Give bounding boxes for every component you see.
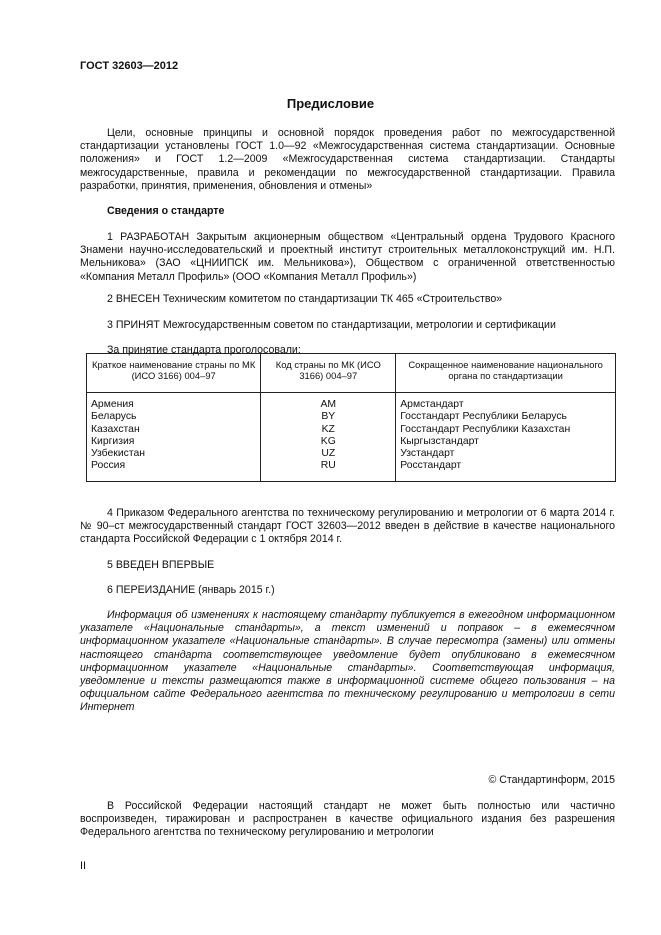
- page-number: II: [80, 860, 87, 872]
- item-5-first-introduced: 5 ВВЕДЕН ВПЕРВЫЕ: [107, 559, 215, 571]
- code-list: [261, 393, 395, 481]
- changes-info-paragraph: Информация об изменениях к настоящему стандарту публикуется в ежегодном информационном указателе «Национальные стандарты», а текст изменений и поправок – в ежемесячном информационном указателе «Национальные стандарты». В случае пересмотра (замены) или отмены настоящего стандарта соответствующее уведомление будет опубликовано в ежемесячном информационном указателе «Национальные стандарты». Соответствующая информация, уведомление и тексты размещаются также в информационной системе общего пользования – на официальном сайте Федерального агентства по техническому регулированию и метрологии в сети Интернет: [80, 609, 615, 714]
- table-header-row: [87, 354, 616, 393]
- body-list: [396, 393, 615, 481]
- country-name: Казахстан: [91, 423, 140, 435]
- standards-body: Госстандарт Республики Беларусь: [400, 411, 567, 423]
- country-code: KZ: [321, 423, 335, 435]
- country-code: AM: [320, 399, 337, 410]
- standards-body: Кыргызстандарт: [400, 435, 479, 447]
- country-name: Беларусь: [91, 411, 137, 423]
- vote-caption: За принятие стандарта проголосовали:: [107, 344, 301, 356]
- country-code: BY: [321, 411, 336, 423]
- reproduction-notice: В Российской Федерации настоящий стандарт не может быть полностью или частично воспроизведен, тиражирован и распространен в качестве официального издания без разрешения Федерального агентства по техническому регулированию и метрологии: [80, 800, 615, 839]
- item-2-introduced: 2 ВНЕСЕН Техническим комитетом по стандартизации ТК 465 «Строительство»: [107, 293, 503, 305]
- voting-table: [86, 353, 616, 482]
- standards-body: Росстандарт: [400, 460, 462, 472]
- table-header-country: Краткое наименование страны по МК (ИСО 3166) 004–97: [87, 354, 261, 393]
- country-code: UZ: [321, 448, 336, 460]
- item-1-developed: 1 РАЗРАБОТАН Закрытым акционерным обществом «Центральный ордена Трудового Красного Знамени научно-исследовательский и проектный институт строительных металлоконструкций им. Н.П. Мельникова» (ЗАО «ЦНИИПСК им. Мельникова»), Обществом с ограниченной ответственностью «Компания Металл Профиль» (ООО «Компания Металл Профиль»): [80, 231, 615, 283]
- item-6-reissue: 6 ПЕРЕИЗДАНИЕ (январь 2015 г.): [107, 584, 275, 596]
- table-header-body: Сокращенное наименование национального органа по стандартизации: [396, 354, 616, 393]
- page-title: Предисловие: [286, 96, 375, 111]
- item-4-order: 4 Приказом Федерального агентства по техническому регулированию и метрологии от 6 марта 2014 г. № 90–ст межгосударственный стандарт ГОСТ 32603—2012 введен в действие в качестве национального стандарта Российской Федерации с 1 октября 2014 г.: [80, 507, 615, 546]
- country-name: Россия: [91, 460, 126, 472]
- country-name: Киргизия: [91, 435, 135, 447]
- country-name: Армения: [91, 399, 134, 410]
- country-list: [87, 393, 260, 481]
- table-header-code: Код страны по МК (ИСО 3166) 004–97: [261, 354, 396, 393]
- standards-body: Узстандарт: [400, 448, 455, 460]
- country-code: KG: [320, 435, 336, 447]
- document-header: ГОСТ 32603—2012: [80, 60, 179, 72]
- copyright-notice: © Стандартинформ, 2015: [488, 774, 615, 786]
- table-body-row: [87, 393, 616, 482]
- section-heading: Сведения о стандарте: [107, 205, 225, 217]
- country-code: RU: [320, 460, 336, 472]
- intro-paragraph: Цели, основные принципы и основной порядок проведения работ по межгосударственной стандартизации установлены ГОСТ 1.0—92 «Межгосударственная система стандартизации. Основные положения» и ГОСТ 1.2—2009 «Межгосударственная система стандартизации. Стандарты межгосударственные, правила и рекомендации по межгосударственной стандартизации. Правила разработки, принятия, применения, обновления и отмены»: [80, 127, 615, 192]
- item-3-adopted: 3 ПРИНЯТ Межгосударственным советом по стандартизации, метрологии и сертификации: [107, 319, 556, 331]
- country-name: Узбекистан: [91, 448, 145, 460]
- standards-body: Армстандарт: [400, 399, 464, 410]
- standards-body: Госстандарт Республики Казахстан: [400, 423, 571, 435]
